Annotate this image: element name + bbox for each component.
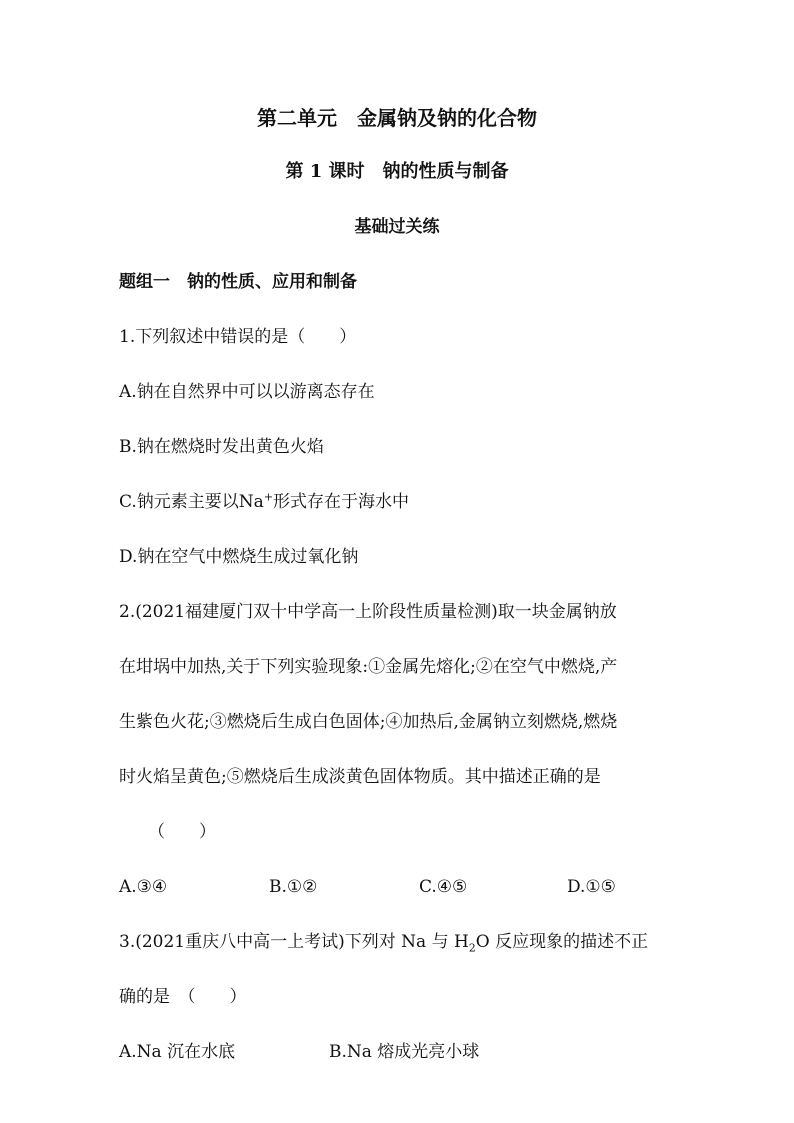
q3-option-b: B.Na 熔成光亮小球 (329, 1042, 480, 1062)
q1-option-a: A.钠在自然界中可以以游离态存在 (119, 382, 375, 402)
q3-stem-pre: 3.(2021重庆八中高一上考试)下列对 Na 与 H (119, 932, 469, 952)
q1-option-c (119, 490, 679, 514)
q3-stem-line-1 (119, 930, 679, 954)
q1-option-c-pre: C.钠元素主要以Na (119, 492, 264, 512)
q3-option-a: A.Na 沉在水底 (119, 1042, 236, 1062)
q2-option-a: A.③④ (119, 877, 168, 897)
q2-option-c: C.④⑤ (419, 877, 468, 897)
q3-stem-subscript: 2 (468, 941, 476, 955)
q1-stem: 1.下列叙述中错误的是（ ） (119, 327, 357, 347)
unit-title: 第二单元 金属钠及钠的化合物 (257, 106, 537, 130)
q1-option-c-charge: + (263, 490, 274, 504)
q1-option-b: B.钠在燃烧时发出黄色火焰 (119, 437, 324, 457)
q2-option-d: D.①⑤ (567, 877, 616, 897)
q2-answer-blank: （ ） (148, 822, 216, 842)
q2-stem-line-3: 生紫色火花;③燃烧后生成白色固体;④加热后,金属钠立刻燃烧,燃烧 (119, 712, 618, 732)
q2-option-b: B.①② (269, 877, 318, 897)
lesson-title: 第 1 课时 钠的性质与制备 (285, 161, 509, 182)
q2-stem-line-2: 在坩埚中加热,关于下列实验现象:①金属先熔化;②在空气中燃烧,产 (119, 657, 618, 677)
q1-option-d: D.钠在空气中燃烧生成过氧化钠 (119, 547, 359, 567)
question-group-title: 题组一 钠的性质、应用和制备 (119, 272, 357, 292)
q2-stem-line-1: 2.(2021福建厦门双十中学高一上阶段性质量检测)取一块金属钠放 (119, 602, 617, 622)
q1-option-c-post: 形式存在于海水中 (273, 492, 410, 512)
q3-stem-line-2: 确的是 （ ） (119, 987, 247, 1007)
q3-stem-post: O 反应现象的描述不正 (475, 932, 649, 952)
section-title: 基础过关练 (354, 217, 440, 237)
q2-stem-line-4: 时火焰呈黄色;⑤燃烧后生成淡黄色固体物质。其中描述正确的是 (119, 767, 601, 787)
